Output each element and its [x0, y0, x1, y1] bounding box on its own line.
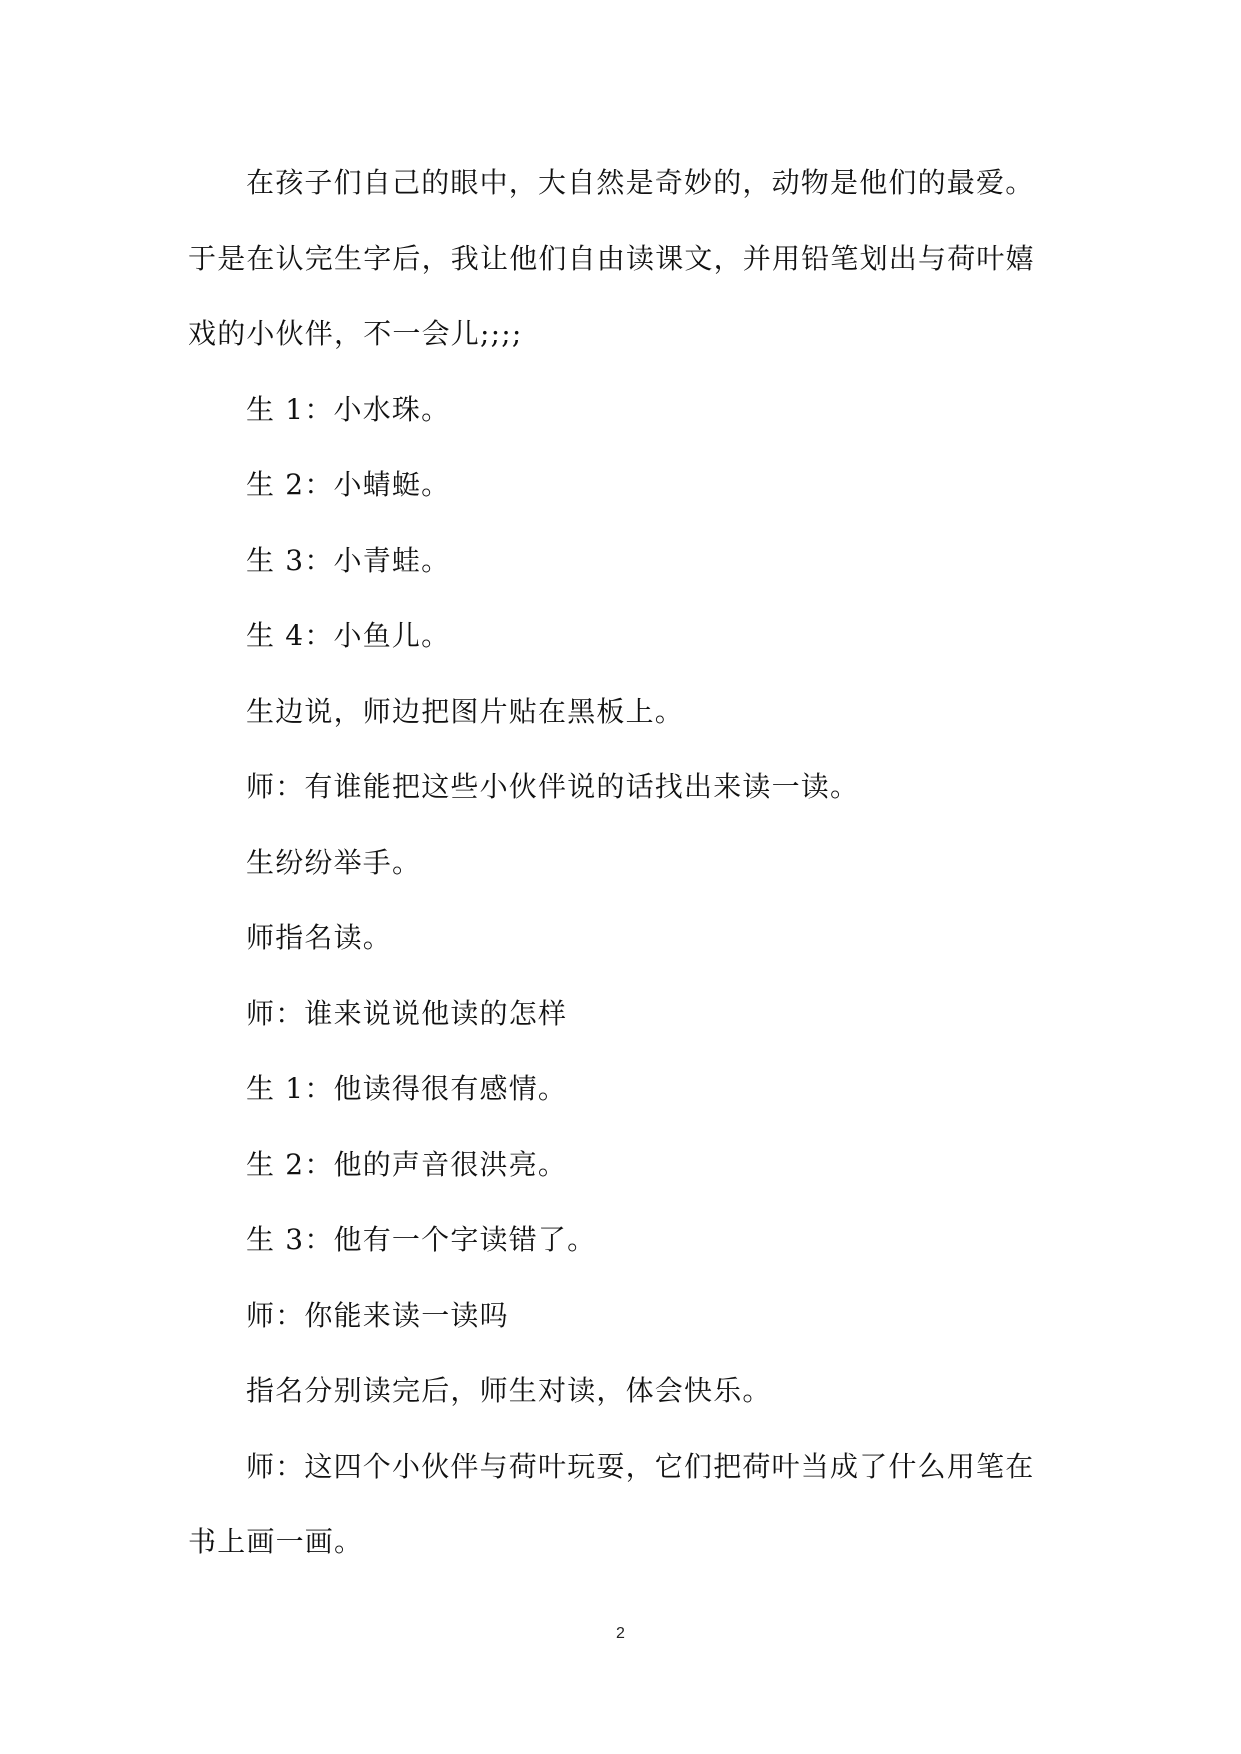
- paragraph-teacher-question-2: 师：谁来说说他读的怎样: [246, 996, 568, 1030]
- paragraph-intro: 在孩子们自己的眼中，大自然是奇妙的，动物是他们的最爱。于是在认完生字后，我让他们自由读课文，并用铅笔划出与荷叶嬉戏的小伙伴，不一会儿;;;;: [188, 166, 1035, 350]
- paragraph-student-1-comment: 生 1：他读得很有感情。: [246, 1072, 568, 1105]
- document-body: [188, 145, 1054, 1580]
- paragraph-student-2-answer: 生 2：小蜻蜓。: [246, 468, 451, 501]
- paragraph-students-raise-hands: 生纷纷举手。: [246, 845, 422, 879]
- paragraph-student-3-answer: 生 3：小青蛙。: [246, 543, 451, 577]
- paragraph-teacher-question-4: 师：这四个小伙伴与荷叶玩耍，它们把荷叶当成了什么用笔在书上画一画。: [188, 1449, 1035, 1558]
- paragraph-teacher-question-1: 师：有谁能把这些小伙伴说的话找出来读一读。: [246, 770, 860, 803]
- paragraph-teacher-calls-name: 师指名读。: [246, 921, 393, 954]
- page-number: 2: [616, 1625, 625, 1642]
- paragraph-teacher-question-3: 师：你能来读一读吗: [246, 1298, 509, 1332]
- paragraph-group-reading: 指名分别读完后，师生对读，体会快乐。: [246, 1374, 772, 1407]
- paragraph-student-1-answer: 生 1：小水珠。: [246, 392, 451, 426]
- paragraph-student-3-comment: 生 3：他有一个字读错了。: [246, 1223, 597, 1256]
- paragraph-student-2-comment: 生 2：他的声音很洪亮。: [246, 1147, 568, 1181]
- paragraph-student-4-answer: 生 4：小鱼儿。: [246, 619, 451, 652]
- paragraph-board-pictures: 生边说，师边把图片贴在黑板上。: [246, 694, 685, 728]
